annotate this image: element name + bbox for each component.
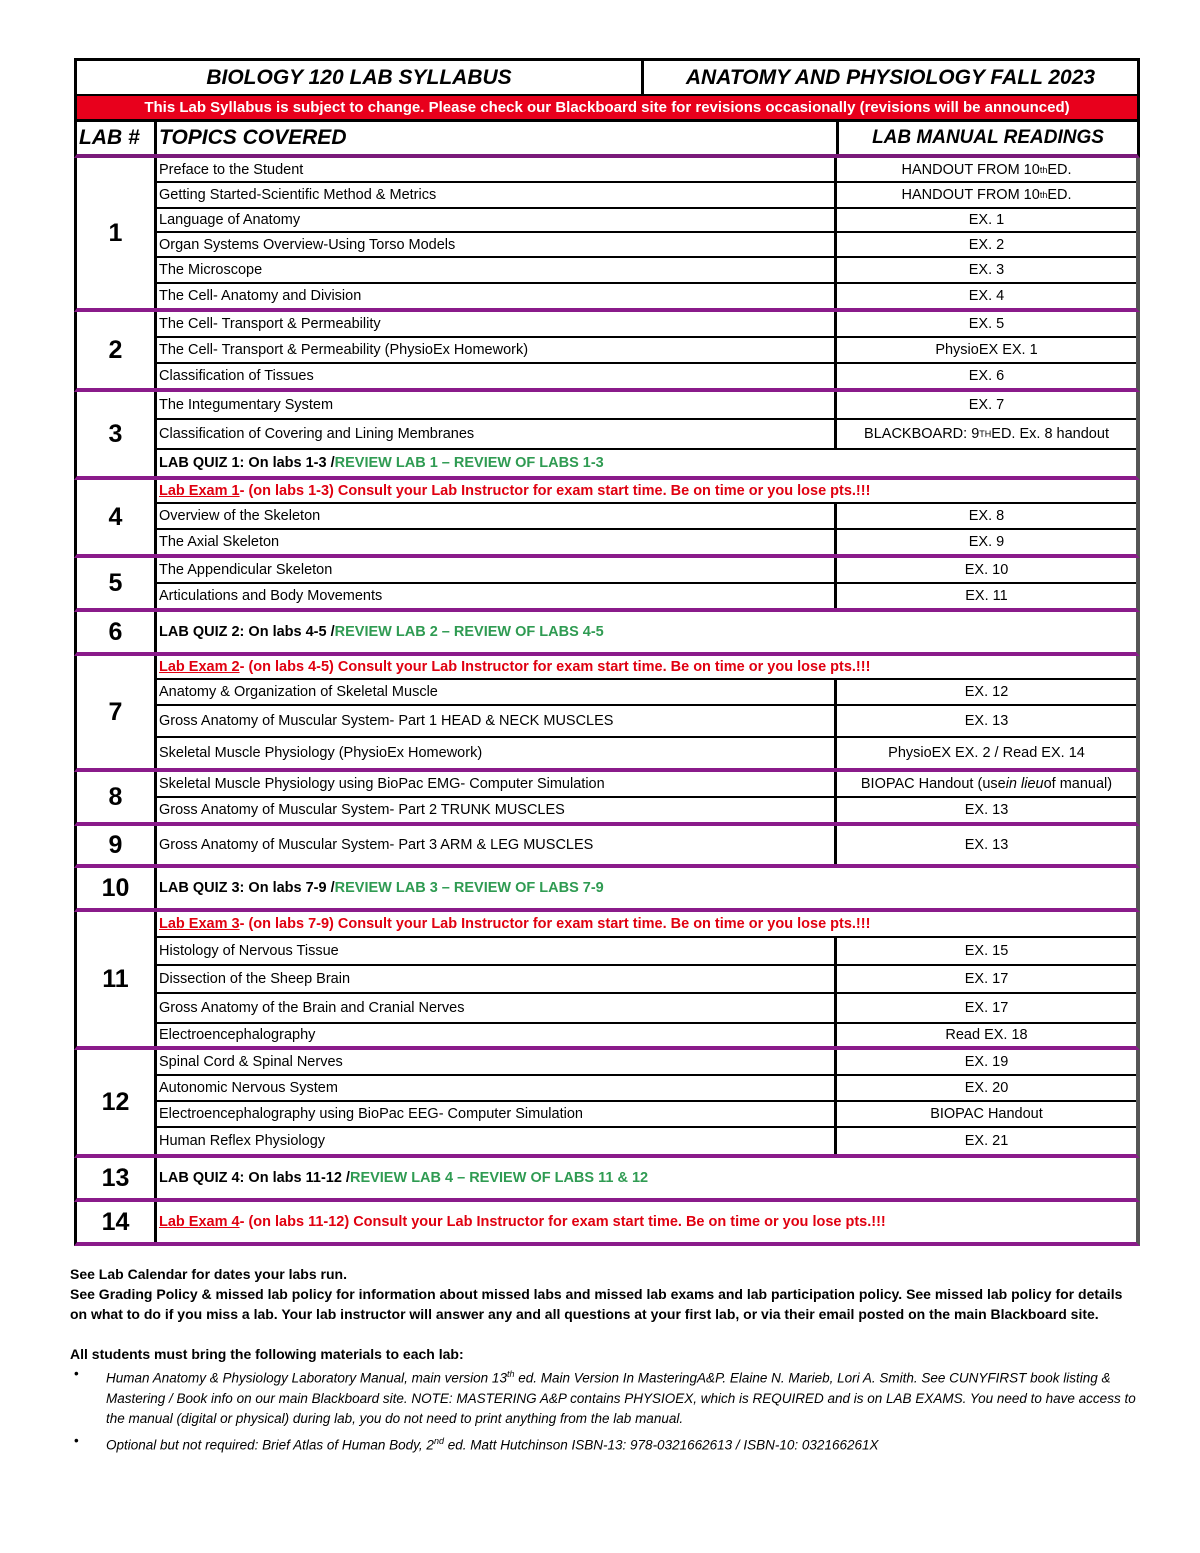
table-row: Skeletal Muscle Physiology (PhysioEx Homework) PhysioEX EX. 2 / Read EX. 14 <box>157 738 1136 768</box>
column-headers <box>74 122 1140 158</box>
lab-number: 7 <box>77 656 157 768</box>
title-row <box>74 58 1140 96</box>
course-title: BIOLOGY 120 LAB SYLLABUS <box>77 61 644 94</box>
footer-notes <box>70 1264 1140 1457</box>
table-row: The Microscope EX. 3 <box>157 258 1136 283</box>
table-row: Getting Started-Scientific Method & Metrics HANDOUT FROM 10 th ED. <box>157 183 1136 208</box>
table-row: Gross Anatomy of Muscular System- Part 2 TRUNK MUSCLES EX. 13 <box>157 798 1136 822</box>
exam-row: Lab Exam 4 - (on labs 11-12) Consult your Lab Instructor for exam start time. Be on time or you lose pts.!!! <box>159 1214 886 1230</box>
syllabus-table <box>74 58 1140 1246</box>
exam-row: Lab Exam 1 - (on labs 1-3) Consult your Lab Instructor for exam start time. Be on time or you lose pts.!!! <box>157 480 1136 504</box>
table-row: Electroencephalography Read EX. 18 <box>157 1024 1136 1046</box>
table-row: The Cell- Anatomy and Division EX. 4 <box>157 284 1136 308</box>
table-row: The Axial Skeleton EX. 9 <box>157 530 1136 554</box>
lab-number: 11 <box>77 912 157 1046</box>
lab-number: 5 <box>77 558 157 608</box>
table-row: The Cell- Transport & Permeability EX. 5 <box>157 312 1136 338</box>
change-notice: This Lab Syllabus is subject to change. Please check our Blackboard site for revisions occasionally (revisions will be announced) <box>74 96 1140 122</box>
lab-number: 12 <box>77 1050 157 1154</box>
quiz-row: LAB QUIZ 3: On labs 7-9 / REVIEW LAB 3 – REVIEW OF LABS 7-9 <box>159 880 604 896</box>
col-readings: LAB MANUAL READINGS <box>872 127 1104 148</box>
table-row: Skeletal Muscle Physiology using BioPac EMG- Computer Simulation BIOPAC Handout (use in lieu of manual) <box>157 772 1136 798</box>
lab-number: 9 <box>77 826 157 864</box>
lab-number: 4 <box>77 480 157 554</box>
quiz-row: LAB QUIZ 1: On labs 1-3 / REVIEW LAB 1 – REVIEW OF LABS 1-3 <box>159 455 604 471</box>
table-row: Preface to the Student HANDOUT FROM 10 th ED. <box>157 158 1136 183</box>
lab-number: 13 <box>77 1158 157 1198</box>
list-item: • Human Anatomy & Physiology Laboratory Manual, main version 13th ed. Main Version In MasteringA&P. Elaine N. Marieb, Lori A. Smith. See CUNYFIRST book listing & Mastering / Book info on our main Blackboard site. NOTE: MASTERING A&P contains PHYSIOEX, which is REQUIRED and is on LAB EXAMS. You need to have access to the manual (digital or physical) during lab, you do not need to print anything from the lab manual. <box>74 1366 1136 1426</box>
lab-group-7 <box>74 656 1140 772</box>
lab-number: 1 <box>77 158 157 308</box>
lab-group-1 <box>74 158 1140 312</box>
table-row: Gross Anatomy of Muscular System- Part 1 HEAD & NECK MUSCLES EX. 13 <box>157 706 1136 738</box>
lab-group-13 <box>74 1158 1140 1202</box>
calendar-note: See Lab Calendar for dates your labs run. <box>70 1266 347 1282</box>
table-row: Dissection of the Sheep Brain EX. 17 <box>157 966 1136 994</box>
lab-group-5 <box>74 558 1140 612</box>
exam-row: Lab Exam 3 - (on labs 7-9) Consult your Lab Instructor for exam start time. Be on time or you lose pts.!!! <box>157 912 1136 938</box>
lab-number: 10 <box>77 868 157 908</box>
lab-number: 2 <box>77 312 157 388</box>
table-row: Electroencephalography using BioPac EEG- Computer Simulation BIOPAC Handout <box>157 1102 1136 1128</box>
lab-group-6 <box>74 612 1140 656</box>
lab-number: 6 <box>77 612 157 652</box>
lab-group-11 <box>74 912 1140 1050</box>
policy-note: See Grading Policy & missed lab policy for information about missed labs and missed lab exams and lab participation policy. See missed lab policy for details on what to do if you miss a lab. Your lab instructor will answer any and all questions at your first lab, or via their email posted on the main Blackboard site. <box>70 1286 1123 1322</box>
quiz-row: LAB QUIZ 2: On labs 4-5 / REVIEW LAB 2 – REVIEW OF LABS 4-5 <box>159 624 604 640</box>
semester-title: ANATOMY AND PHYSIOLOGY FALL 2023 <box>685 65 1096 89</box>
exam-row: Lab Exam 2 - (on labs 4-5) Consult your Lab Instructor for exam start time. Be on time or you lose pts.!!! <box>157 656 1136 680</box>
lab-group-4 <box>74 480 1140 558</box>
table-row: Autonomic Nervous System EX. 20 <box>157 1076 1136 1102</box>
quiz-row: LAB QUIZ 4: On labs 11-12 / REVIEW LAB 4 – REVIEW OF LABS 11 & 12 <box>159 1170 649 1186</box>
table-row: Spinal Cord & Spinal Nerves EX. 19 <box>157 1050 1136 1076</box>
table-row: Overview of the Skeleton EX. 8 <box>157 504 1136 530</box>
col-topics: TOPICS COVERED <box>157 122 839 154</box>
lab-group-9 <box>74 826 1140 868</box>
lab-group-10 <box>74 868 1140 912</box>
table-row: Gross Anatomy of the Brain and Cranial Nerves EX. 17 <box>157 994 1136 1024</box>
table-row: Articulations and Body Movements EX. 11 <box>157 584 1136 608</box>
list-item: • Optional but not required: Brief Atlas of Human Body, 2nd ed. Matt Hutchinson ISBN-13: 978-0321662613 / ISBN-10: 032166261X <box>74 1432 879 1452</box>
lab-number: 3 <box>77 392 157 476</box>
table-row: Human Reflex Physiology EX. 21 <box>157 1128 1136 1154</box>
lab-group-3 <box>74 392 1140 480</box>
lab-group-12 <box>74 1050 1140 1158</box>
table-row: Organ Systems Overview-Using Torso Models EX. 2 <box>157 233 1136 258</box>
col-lab-number: LAB # <box>77 122 157 154</box>
materials-list <box>70 1364 1140 1455</box>
table-row: Classification of Covering and Lining Membranes BLACKBOARD: 9 TH ED. Ex. 8 handout <box>157 420 1136 450</box>
table-row: Classification of Tissues EX. 6 <box>157 364 1136 388</box>
lab-group-14 <box>74 1202 1140 1246</box>
table-row: The Cell- Transport & Permeability (PhysioEx Homework) PhysioEX EX. 1 <box>157 338 1136 364</box>
bullet-icon: • <box>74 1366 79 1381</box>
materials-heading: All students must bring the following materials to each lab: <box>70 1346 464 1362</box>
lab-group-2 <box>74 312 1140 392</box>
lab-number: 14 <box>77 1202 157 1242</box>
table-row: The Appendicular Skeleton EX. 10 <box>157 558 1136 584</box>
bullet-icon: • <box>74 1432 79 1448</box>
table-row: Histology of Nervous Tissue EX. 15 <box>157 938 1136 966</box>
table-row: The Integumentary System EX. 7 <box>157 392 1136 420</box>
table-row: Anatomy & Organization of Skeletal Muscle EX. 12 <box>157 680 1136 706</box>
lab-number: 8 <box>77 772 157 822</box>
table-row: Gross Anatomy of Muscular System- Part 3 ARM & LEG MUSCLES EX. 13 <box>157 826 1136 864</box>
lab-group-8 <box>74 772 1140 826</box>
table-row: Language of Anatomy EX. 1 <box>157 209 1136 233</box>
